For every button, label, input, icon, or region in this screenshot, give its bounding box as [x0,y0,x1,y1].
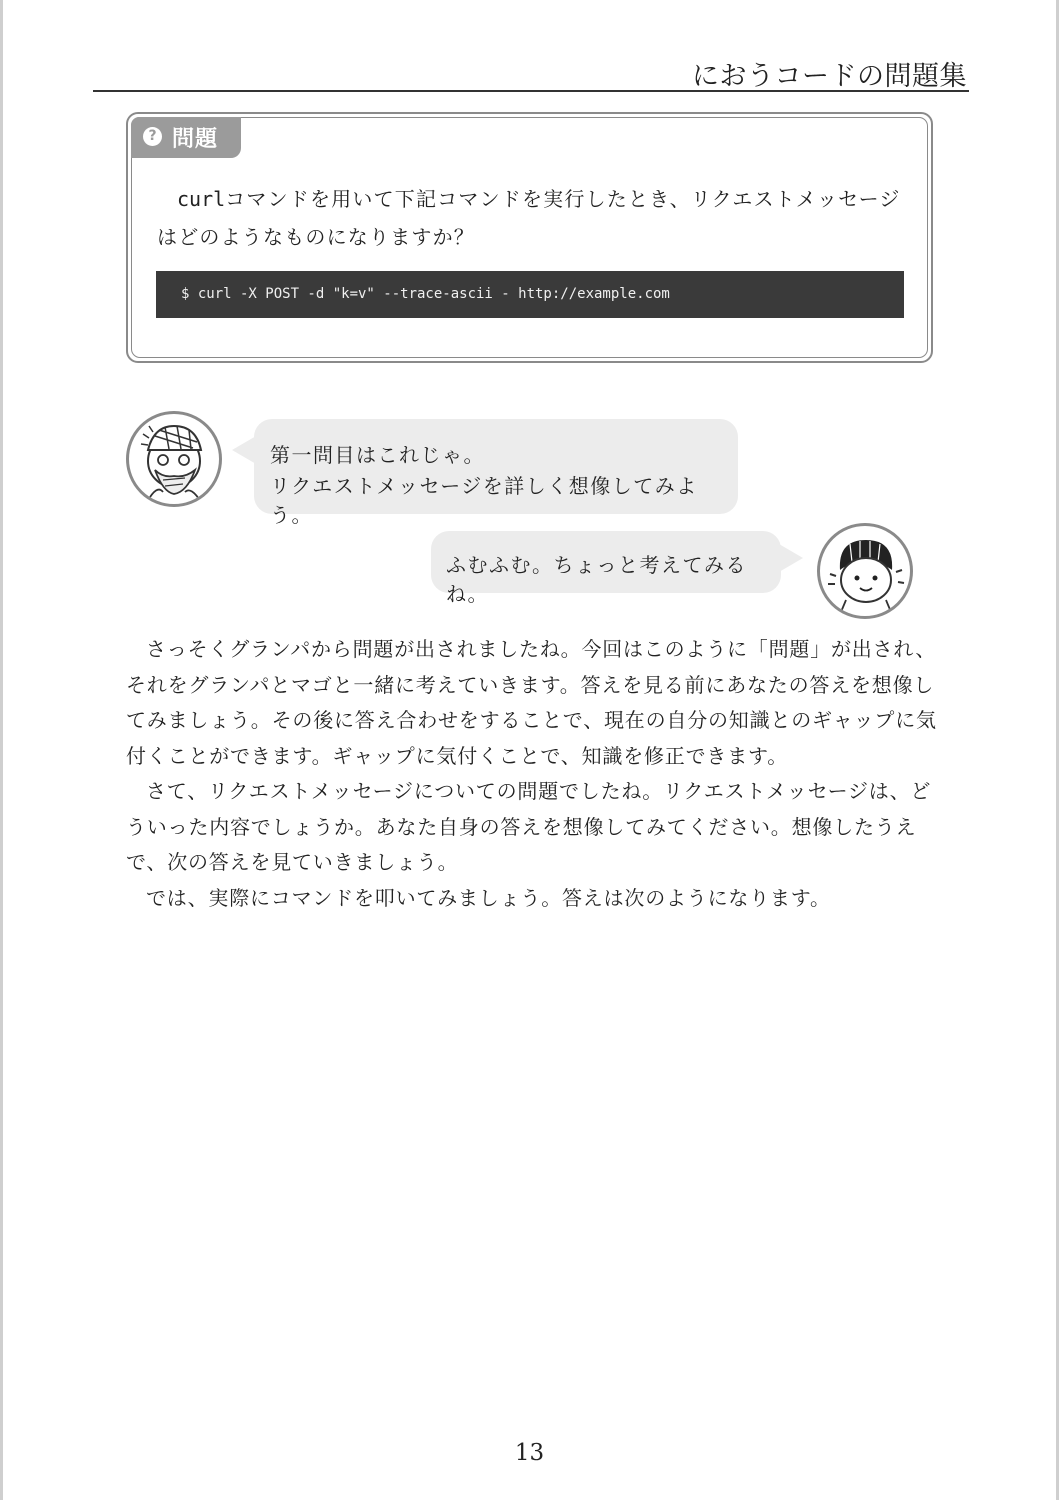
grandpa-line-1: 第一問目はこれじゃ。 [270,443,485,467]
grandpa-line-2: リクエストメッセージを詳しく想像してみよう。 [270,474,698,527]
grandchild-avatar-icon [817,523,913,619]
problem-question-line2: はどのようなものになりますか？ [157,225,475,249]
bubble-tail [779,544,803,572]
body-paragraph: さっそくグランパから問題が出されましたね。今回はこのように「問題」が出され、それをグランパとマゴと一緒に考えていきます。答えを見る前にあなたの答えを想像してみましょう。その後に答え合わせをすることで、現在の自分の知識とのギャップに気付くことができます。ギャップに気付くことで、知識を修正できます。 [126,637,937,768]
problem-question-line1: コマンドを用いて下記コマンドを実行したとき、リクエストメッセージ [225,187,901,211]
body-text [126,632,938,916]
running-header-title: におうコードの問題集 [692,61,967,92]
grandpa-avatar-icon [126,411,222,507]
body-paragraph: では、実際にコマンドを叩いてみましょう。答えは次のようになります。 [146,885,831,910]
grandchild-speech-bubble [431,531,781,606]
question-circle-icon: ? [143,127,162,146]
grandpa-speech-bubble [254,419,738,527]
body-paragraph: さて、リクエストメッセージについての問題でしたね。リクエストメッセージは、どういった内容でしょうか。あなた自身の答えを想像してみてください。想像したうえで、次の答えを見ていきましょう。 [126,779,932,874]
bubble-tail [232,436,256,464]
page-number: 13 [514,1440,545,1466]
command-code-block: $ curl -X POST -d "k=v" --trace-ascii - http://example.com [156,271,904,318]
inline-code-curl: curl [177,187,226,211]
problem-tab-label: 問題 [172,127,219,152]
grandchild-line-1: ふむふむ。ちょっと考えてみるね。 [446,553,747,606]
problem-question [157,180,917,256]
running-header [93,52,969,92]
problem-tab [131,117,241,158]
